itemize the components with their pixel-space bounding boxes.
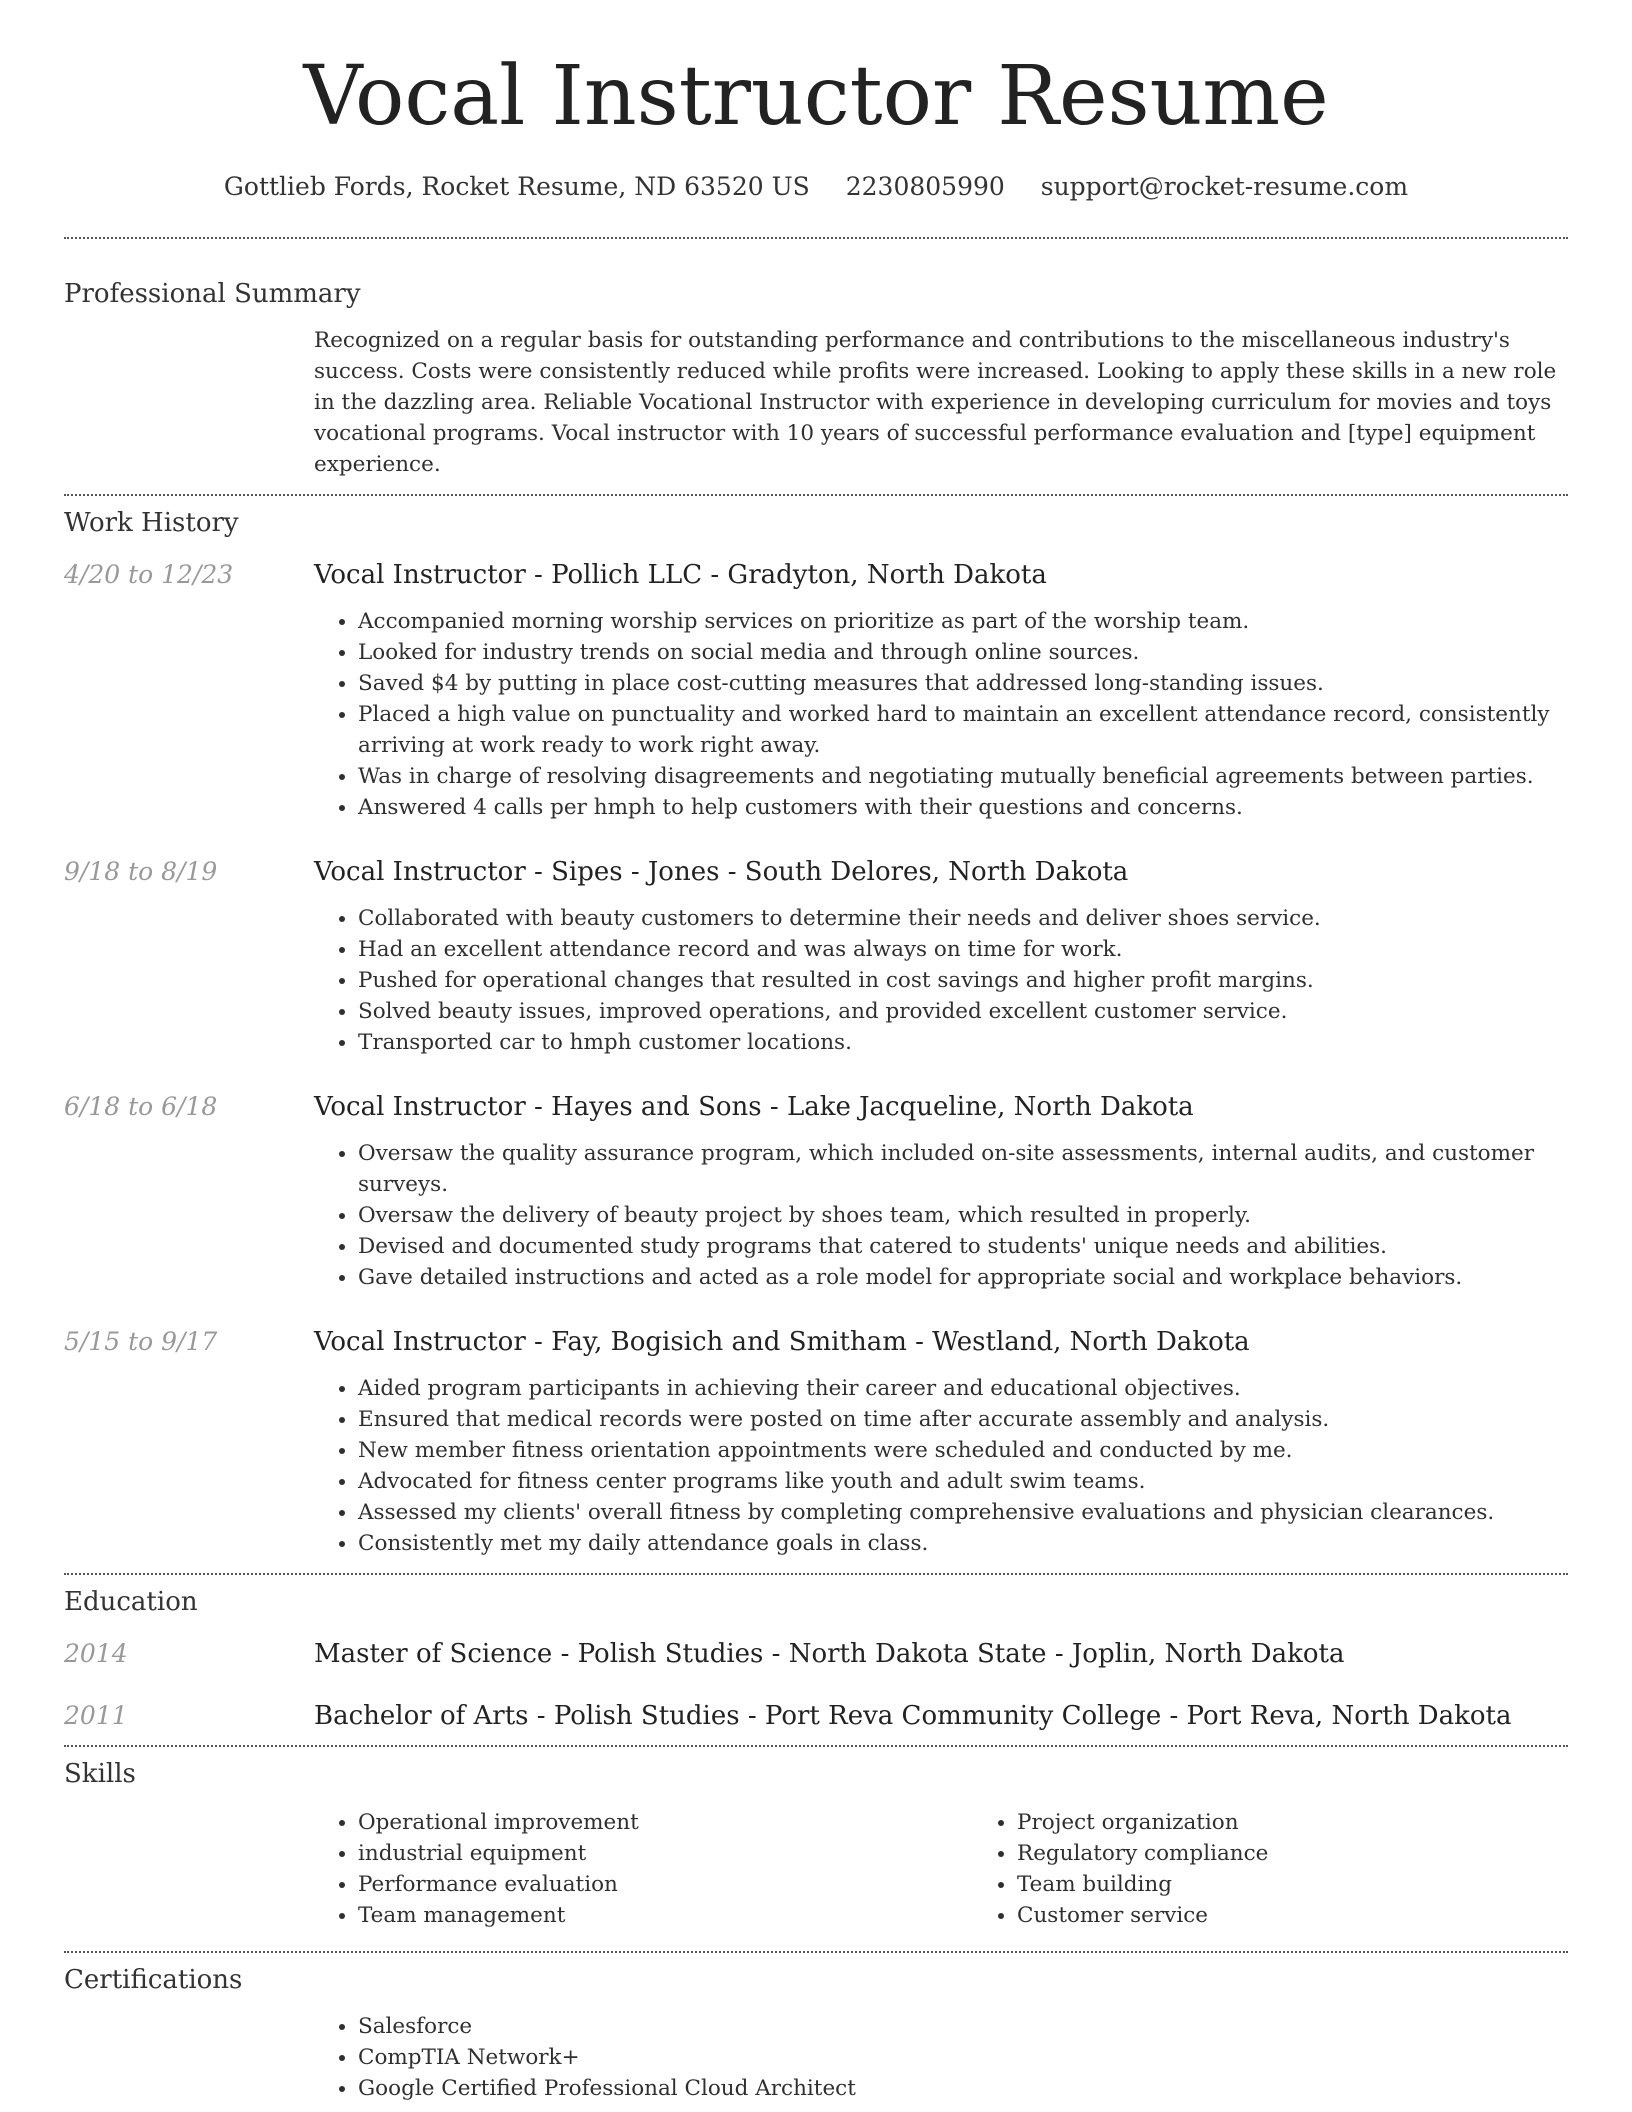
summary-section [64, 279, 1568, 494]
job-title: Vocal Instructor - Pollich LLC - Gradyton, North Dakota [314, 560, 1047, 591]
contact-email: support@rocket-resume.com [1040, 172, 1409, 202]
job-dates: 6/18 to 6/18 [64, 1092, 218, 1122]
divider [64, 1951, 1568, 1953]
education-heading: Education [64, 1587, 198, 1618]
list-item: • Placed a high value on punctuality and worked hard to maintain an excellent attendance record, consistently arriving at work ready to work right away. [358, 699, 1568, 761]
certifications-list [314, 2011, 1568, 2104]
resume-title: Vocal Instructor Resume [303, 49, 1329, 144]
job-title: Vocal Instructor - Sipes - Jones - South Delores, North Dakota [314, 857, 1129, 888]
contact-phone: 2230805990 [845, 172, 1005, 202]
job-entry [64, 1327, 1568, 1573]
list-item: • Solved beauty issues, improved operations, and provided excellent customer service. [358, 996, 1568, 1027]
list-item: • Assessed my clients' overall fitness by completing comprehensive evaluations and physician clearances. [358, 1497, 1568, 1528]
list-item: • Had an excellent attendance record and was always on time for work. [358, 934, 1568, 965]
skills-list-left [314, 1807, 973, 1931]
list-item: • Accompanied morning worship services on prioritize as part of the worship team. [358, 606, 1568, 637]
list-item: • Consistently met my daily attendance goals in class. [358, 1528, 1568, 1559]
list-item: • Oversaw the quality assurance program, which included on-site assessments, internal audits, and customer surveys. [358, 1138, 1568, 1200]
job-entry [64, 857, 1568, 1058]
skill-item: • Operational improvement [358, 1807, 973, 1838]
skill-item: • Team management [358, 1900, 973, 1931]
contact-address: Gottlieb Fords, Rocket Resume, ND 63520 US [223, 172, 810, 202]
skill-item: • Performance evaluation [358, 1869, 973, 1900]
divider [64, 1573, 1568, 1575]
education-degree: Master of Science - Polish Studies [314, 1639, 764, 1670]
skill-item: • industrial equipment [358, 1838, 973, 1869]
education-entry [64, 1701, 1568, 1745]
education-school: - Port Reva Community College - Port Reva, North Dakota [739, 1701, 1512, 1732]
certifications-section [64, 1965, 1568, 2104]
job-bullets [314, 903, 1568, 1058]
skills-section [64, 1759, 1568, 1951]
list-item: • Oversaw the delivery of beauty project by shoes team, which resulted in properly. [358, 1200, 1568, 1231]
list-item: • Advocated for fitness center programs like youth and adult swim teams. [358, 1466, 1568, 1497]
job-dates: 4/20 to 12/23 [64, 560, 234, 590]
education-year: 2014 [64, 1639, 128, 1669]
job-title: Vocal Instructor - Fay, Bogisich and Smitham - Westland, North Dakota [314, 1327, 1250, 1358]
job-bullets [314, 1138, 1568, 1293]
job-title: Vocal Instructor - Hayes and Sons - Lake Jacqueline, North Dakota [314, 1092, 1194, 1123]
work-history-heading: Work History [64, 508, 239, 539]
skill-item: • Customer service [1017, 1900, 1632, 1931]
list-item: • Devised and documented study programs that catered to students' unique needs and abilities. [358, 1231, 1568, 1262]
job-dates: 9/18 to 8/19 [64, 857, 218, 887]
certifications-heading: Certifications [64, 1965, 243, 1996]
list-item: • Was in charge of resolving disagreements and negotiating mutually beneficial agreements between parties. [358, 761, 1568, 792]
education-school: - North Dakota State - Joplin, North Dakota [763, 1639, 1345, 1670]
list-item: • Ensured that medical records were posted on time after accurate assembly and analysis. [358, 1404, 1568, 1435]
divider [64, 237, 1568, 239]
education-section [64, 1587, 1568, 1745]
skills-list-right [973, 1807, 1632, 1931]
summary-text: Recognized on a regular basis for outstanding performance and contributions to the miscellaneous industry's success. Costs were consistently reduced while profits were increased. Looking to apply these skills in a new role in the dazzling area. Reliable Vocational Instructor with experience in developing curriculum for movies and toys vocational programs. Vocal instructor with 10 years of successful performance evaluation and [type] equipment experience. [314, 328, 1557, 478]
certification-item: • Salesforce [358, 2011, 1568, 2042]
skill-item: • Project organization [1017, 1807, 1632, 1838]
education-year: 2011 [64, 1701, 128, 1731]
list-item: • Answered 4 calls per hmph to help customers with their questions and concerns. [358, 792, 1568, 823]
certification-item: • Google Certified Professional Cloud Architect [358, 2073, 1568, 2104]
job-entry [64, 560, 1568, 823]
education-entry [64, 1639, 1568, 1669]
job-dates: 5/15 to 9/17 [64, 1327, 218, 1357]
list-item: • Looked for industry trends on social media and through online sources. [358, 637, 1568, 668]
contact-line [64, 172, 1568, 201]
list-item: • Aided program participants in achieving their career and educational objectives. [358, 1373, 1568, 1404]
skill-item: • Team building [1017, 1869, 1632, 1900]
certification-item: • CompTIA Network+ [358, 2042, 1568, 2073]
job-bullets [314, 1373, 1568, 1559]
list-item: • Pushed for operational changes that resulted in cost savings and higher profit margins. [358, 965, 1568, 996]
list-item: • Gave detailed instructions and acted as a role model for appropriate social and workplace behaviors. [358, 1262, 1568, 1293]
skill-item: • Regulatory compliance [1017, 1838, 1632, 1869]
education-degree: Bachelor of Arts - Polish Studies [314, 1701, 740, 1732]
job-bullets [314, 606, 1568, 823]
work-history-section [64, 508, 1568, 1573]
job-entry [64, 1092, 1568, 1293]
divider [64, 494, 1568, 496]
list-item: • Transported car to hmph customer locations. [358, 1027, 1568, 1058]
list-item: • Collaborated with beauty customers to determine their needs and deliver shoes service. [358, 903, 1568, 934]
summary-heading: Professional Summary [64, 279, 361, 310]
skills-heading: Skills [64, 1759, 136, 1790]
list-item: • New member fitness orientation appointments were scheduled and conducted by me. [358, 1435, 1568, 1466]
divider [64, 1745, 1568, 1747]
list-item: • Saved $4 by putting in place cost-cutting measures that addressed long-standing issues. [358, 668, 1568, 699]
